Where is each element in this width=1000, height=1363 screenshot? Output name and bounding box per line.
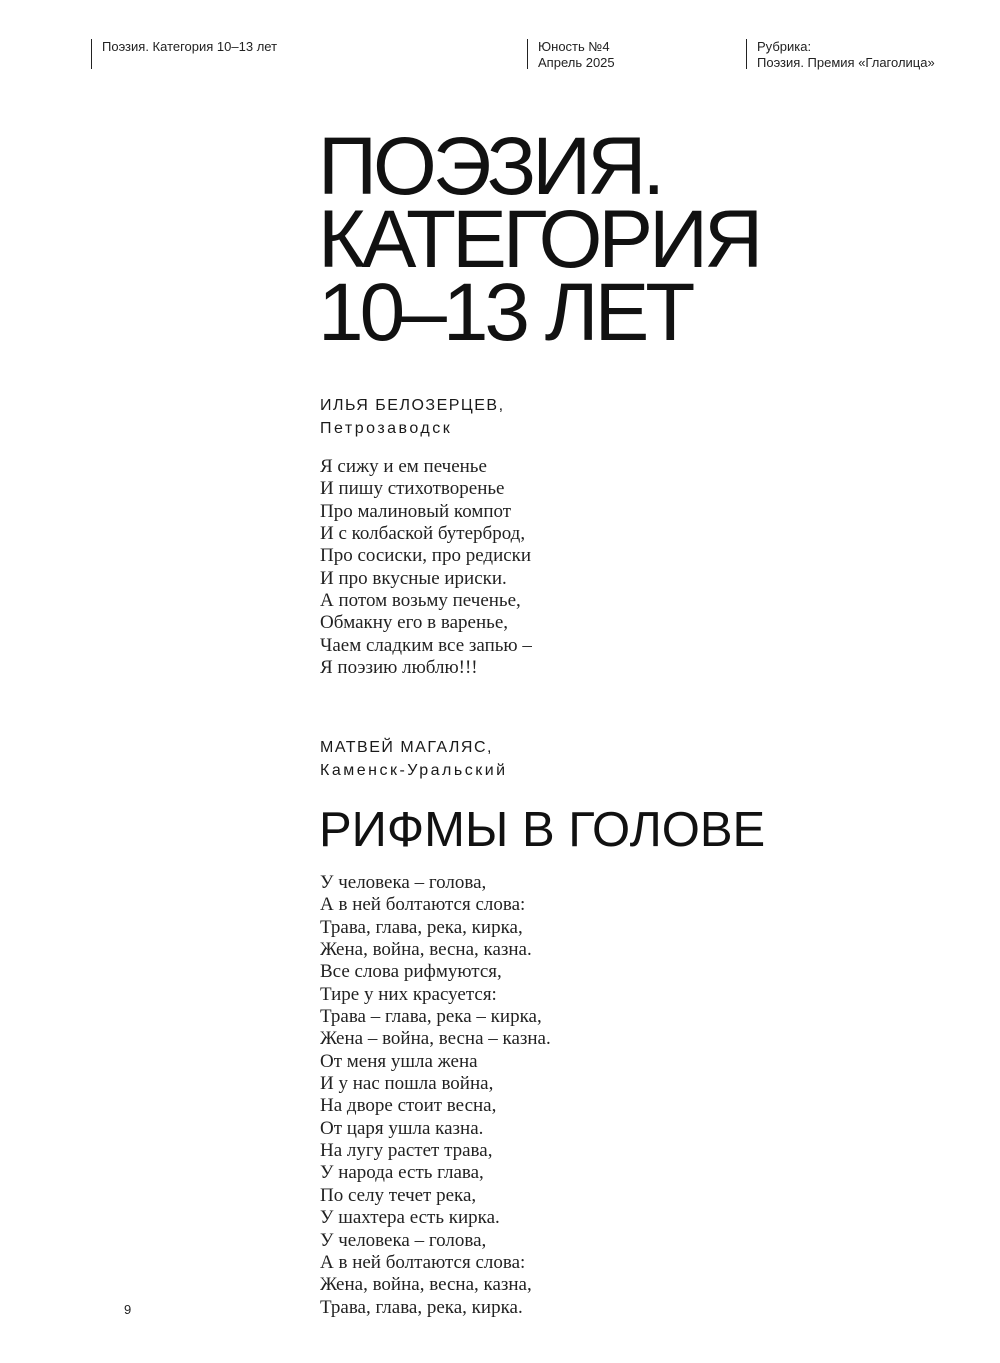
poem-line: И пишу стихотворенье	[320, 478, 505, 500]
poem-line: Жена, война, весна, казна.	[320, 939, 532, 961]
poem-line: И с колбаской бутерброд,	[320, 523, 526, 545]
poem-line: И про вкусные ириски.	[320, 567, 507, 589]
poem-text	[320, 872, 551, 1319]
poem-line: Трава, глава, река, кирка,	[320, 916, 523, 938]
poem-line: И у нас пошла война,	[320, 1073, 494, 1095]
poem-line: А в ней болтаются слова:	[320, 894, 526, 916]
poem-title: РИФМЫ В ГОЛОВЕ	[319, 803, 766, 857]
page-title-line: 10–13 ЛЕТ	[318, 267, 692, 358]
poem-line: У шахтера есть кирка.	[320, 1207, 500, 1229]
poem-line: На дворе стоит весна,	[320, 1095, 497, 1117]
poem-line: От меня ушла жена	[320, 1050, 478, 1072]
header-issue	[527, 39, 615, 69]
poem-line: Я сижу и ем печенье	[320, 456, 487, 477]
page-title-line: КАТЕГОРИЯ	[318, 194, 760, 285]
poem-line: Я поэзию люблю!!!	[320, 657, 478, 679]
poem-line: От царя ушла казна.	[320, 1117, 484, 1139]
header-section-label: Поэзия. Категория 10–13 лет	[102, 39, 278, 54]
poem-line: У народа есть глава,	[320, 1162, 484, 1184]
poem-line: Про малиновый компот	[320, 500, 512, 522]
header-rubric	[746, 39, 935, 69]
poem-line: Трава – глава, река – кирка,	[320, 1006, 542, 1028]
poem-line: У человека – голова,	[320, 1229, 487, 1251]
rubric-label: Рубрика:	[757, 39, 812, 54]
author-city: Каменск-Уральский	[320, 762, 508, 779]
poem-line: Жена, война, весна, казна,	[320, 1274, 532, 1296]
poem-line: Обмакну его в варенье,	[320, 612, 509, 634]
magazine-name: Юность №4	[538, 39, 610, 54]
poem-line: Про сосиски, про редиски	[320, 545, 532, 567]
author-block	[320, 736, 508, 782]
poem-line: Все слова рифмуются,	[320, 961, 502, 983]
poem-line: На лугу растет трава,	[320, 1140, 493, 1162]
poem-line: Жена – война, весна – казна.	[320, 1028, 551, 1050]
poem-line: Трава, глава, река, кирка.	[320, 1296, 523, 1318]
poem-line: По селу течет река,	[320, 1184, 477, 1206]
poem-line: Тире у них красуется:	[320, 983, 497, 1005]
poem-line: У человека – голова,	[320, 872, 487, 893]
poem-line: А потом возьму печенье,	[320, 590, 521, 612]
rubric-name: Поэзия. Премия «Глаголица»	[757, 55, 935, 70]
page-number: 9	[124, 1302, 132, 1317]
poem-line: А в ней болтаются слова:	[320, 1251, 526, 1273]
author-city: Петрозаводск	[320, 420, 453, 437]
issue-date: Апрель 2025	[538, 55, 615, 70]
author-name: ИЛЬЯ БЕЛОЗЕРЦЕВ,	[320, 397, 505, 414]
page-title-line: ПОЭЗИЯ.	[318, 121, 662, 212]
poem-text	[320, 456, 532, 679]
author-name: МАТВЕЙ МАГАЛЯС,	[320, 739, 493, 756]
header-section	[91, 39, 277, 69]
page-title	[318, 121, 760, 358]
poem-line: Чаем сладким все запью –	[320, 634, 532, 656]
author-block	[320, 394, 505, 440]
